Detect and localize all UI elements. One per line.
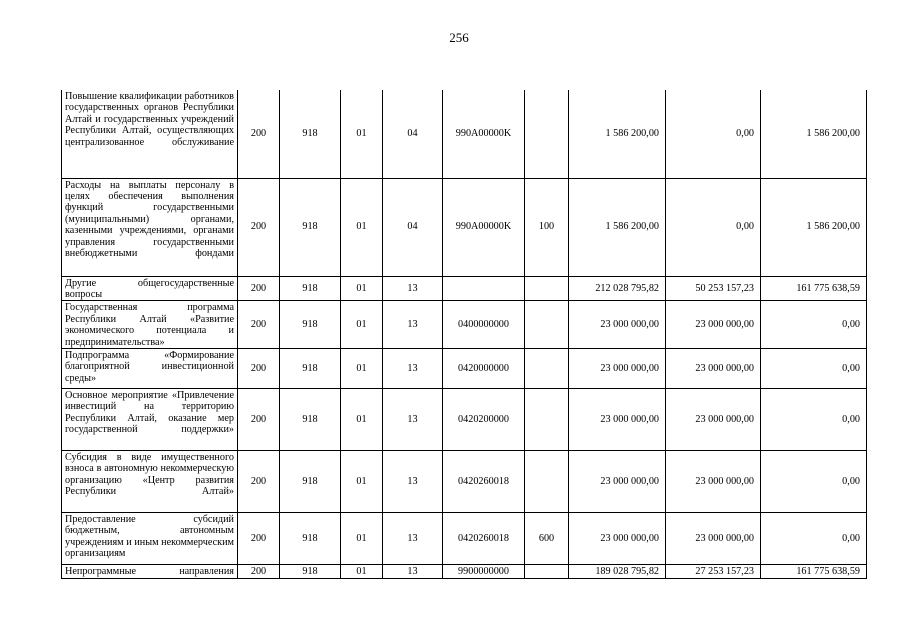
cell-admin-code: 200 <box>238 388 280 450</box>
cell-sum-regional: 0,00 <box>761 388 867 450</box>
cell-name: Непрограммные направления <box>62 564 238 578</box>
cell-sum-federal: 23 000 000,00 <box>666 348 761 388</box>
cell-sum-total: 189 028 795,82 <box>569 564 666 578</box>
cell-admin-code: 200 <box>238 178 280 276</box>
cell-sum-federal: 50 253 157,23 <box>666 276 761 301</box>
cell-target-article: 0420000000 <box>443 348 525 388</box>
cell-subsection: 13 <box>383 450 443 512</box>
cell-section: 01 <box>341 178 383 276</box>
cell-sum-total: 23 000 000,00 <box>569 348 666 388</box>
cell-name: Основное мероприятие «Привлечение инвестиций на территорию Республики Алтай, оказание мер государственной поддержки» <box>62 388 238 450</box>
cell-name: Предоставление субсидий бюджетным, автономным учреждениям и иным некоммерческим организациям <box>62 512 238 564</box>
table-row <box>62 450 867 512</box>
cell-admin-code: 200 <box>238 348 280 388</box>
cell-sum-total: 212 028 795,82 <box>569 276 666 301</box>
cell-expense-type: 100 <box>525 178 569 276</box>
cell-sum-federal: 27 253 157,23 <box>666 564 761 578</box>
cell-sum-federal: 23 000 000,00 <box>666 301 761 349</box>
cell-sum-regional: 1 586 200,00 <box>761 178 867 276</box>
cell-subsection: 04 <box>383 178 443 276</box>
cell-ministry-code: 918 <box>280 178 341 276</box>
cell-admin-code: 200 <box>238 90 280 178</box>
cell-ministry-code: 918 <box>280 564 341 578</box>
cell-target-article <box>443 276 525 301</box>
cell-sum-regional: 0,00 <box>761 450 867 512</box>
cell-ministry-code: 918 <box>280 301 341 349</box>
cell-sum-total: 23 000 000,00 <box>569 450 666 512</box>
cell-subsection: 13 <box>383 301 443 349</box>
cell-section: 01 <box>341 301 383 349</box>
cell-sum-regional: 0,00 <box>761 512 867 564</box>
cell-target-article: 0420260018 <box>443 450 525 512</box>
cell-sum-federal: 23 000 000,00 <box>666 450 761 512</box>
table-row <box>62 348 867 388</box>
table-row <box>62 512 867 564</box>
cell-sum-federal: 0,00 <box>666 178 761 276</box>
cell-admin-code: 200 <box>238 301 280 349</box>
cell-sum-regional: 0,00 <box>761 301 867 349</box>
cell-sum-regional: 161 775 638,59 <box>761 564 867 578</box>
cell-target-article: 990A00000K <box>443 90 525 178</box>
cell-ministry-code: 918 <box>280 348 341 388</box>
cell-sum-total: 23 000 000,00 <box>569 388 666 450</box>
table-row <box>62 276 867 301</box>
table-row <box>62 301 867 349</box>
cell-ministry-code: 918 <box>280 512 341 564</box>
cell-expense-type <box>525 276 569 301</box>
cell-admin-code: 200 <box>238 276 280 301</box>
cell-sum-total: 23 000 000,00 <box>569 512 666 564</box>
cell-sum-total: 23 000 000,00 <box>569 301 666 349</box>
cell-subsection: 13 <box>383 276 443 301</box>
cell-ministry-code: 918 <box>280 90 341 178</box>
cell-expense-type <box>525 90 569 178</box>
table-row <box>62 178 867 276</box>
cell-name: Субсидия в виде имущественного взноса в автономную некоммерческую организацию «Центр развития Республики Алтай» <box>62 450 238 512</box>
table-row <box>62 388 867 450</box>
cell-sum-regional: 161 775 638,59 <box>761 276 867 301</box>
cell-expense-type <box>525 301 569 349</box>
cell-section: 01 <box>341 348 383 388</box>
cell-sum-federal: 0,00 <box>666 90 761 178</box>
cell-target-article: 0400000000 <box>443 301 525 349</box>
cell-expense-type: 600 <box>525 512 569 564</box>
cell-target-article: 0420200000 <box>443 388 525 450</box>
cell-name: Повышение квалификации работников государственных органов Республики Алтай и государственных учреждений Республики Алтай, осуществляющих централизованное обслуживание <box>62 90 238 178</box>
cell-name: Подпрограмма «Формирование благоприятной инвестиционной среды» <box>62 348 238 388</box>
cell-sum-regional: 1 586 200,00 <box>761 90 867 178</box>
cell-subsection: 13 <box>383 348 443 388</box>
budget-table <box>61 90 867 579</box>
cell-ministry-code: 918 <box>280 388 341 450</box>
cell-expense-type <box>525 450 569 512</box>
cell-sum-regional: 0,00 <box>761 348 867 388</box>
cell-expense-type <box>525 348 569 388</box>
cell-name: Государственная программа Республики Алтай «Развитие экономического потенциала и предпринимательства» <box>62 301 238 349</box>
cell-subsection: 13 <box>383 564 443 578</box>
cell-subsection: 13 <box>383 512 443 564</box>
cell-section: 01 <box>341 564 383 578</box>
cell-name: Другие общегосударственные вопросы <box>62 276 238 301</box>
cell-admin-code: 200 <box>238 450 280 512</box>
cell-section: 01 <box>341 512 383 564</box>
page-number: 256 <box>449 30 469 45</box>
cell-name: Расходы на выплаты персоналу в целях обеспечения выполнения функций государственными (муниципальными) органами, казенными учреждениями, органами управления государственными внебюджетными фондами <box>62 178 238 276</box>
cell-section: 01 <box>341 276 383 301</box>
cell-sum-federal: 23 000 000,00 <box>666 512 761 564</box>
cell-ministry-code: 918 <box>280 450 341 512</box>
cell-sum-total: 1 586 200,00 <box>569 90 666 178</box>
cell-target-article: 990A00000K <box>443 178 525 276</box>
cell-section: 01 <box>341 90 383 178</box>
cell-target-article: 9900000000 <box>443 564 525 578</box>
cell-target-article: 0420260018 <box>443 512 525 564</box>
cell-admin-code: 200 <box>238 564 280 578</box>
cell-sum-federal: 23 000 000,00 <box>666 388 761 450</box>
cell-subsection: 13 <box>383 388 443 450</box>
cell-expense-type <box>525 564 569 578</box>
cell-section: 01 <box>341 388 383 450</box>
cell-subsection: 04 <box>383 90 443 178</box>
cell-expense-type <box>525 388 569 450</box>
cell-ministry-code: 918 <box>280 276 341 301</box>
cell-sum-total: 1 586 200,00 <box>569 178 666 276</box>
table-row <box>62 90 867 178</box>
cell-admin-code: 200 <box>238 512 280 564</box>
cell-section: 01 <box>341 450 383 512</box>
table-row <box>62 564 867 578</box>
